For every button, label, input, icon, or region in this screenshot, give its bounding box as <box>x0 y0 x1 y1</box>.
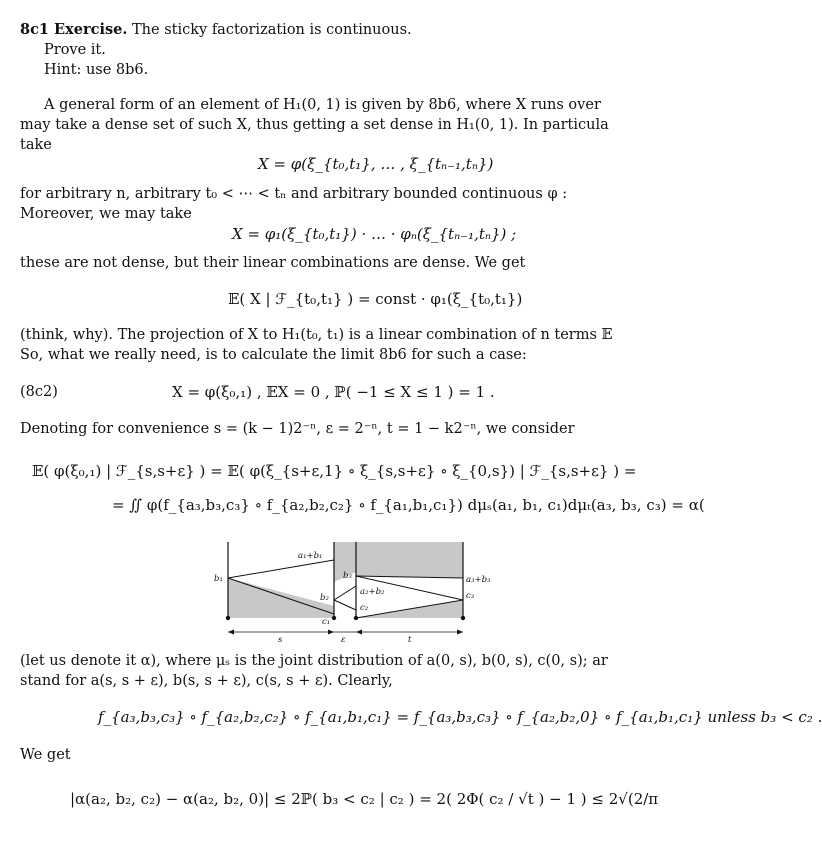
equation: X = φ(ξ₀,₁) , 𝔼X = 0 , ℙ( −1 ≤ X ≤ 1 ) = 1 . <box>172 383 495 401</box>
paragraph-line: stand for a(s, s + ε), b(s, s + ε), c(s, s + ε). Clearly, <box>20 673 393 689</box>
figure-point <box>226 616 230 620</box>
equation: 𝔼( X | ℱ_{t₀,t₁} ) = const · φ₁(ξ_{t₀,t₁}) <box>228 290 523 308</box>
paragraph-line: may take a dense set of such X, thus getting a set dense in H₁(0, 1). In particula <box>20 117 609 133</box>
figure-line-b1-top <box>228 560 334 578</box>
paragraph-line: these are not dense, but their linear combinations are dense. We get <box>20 255 526 271</box>
exercise-prove: Prove it. <box>44 42 106 58</box>
equation: X = φ₁(ξ_{t₀,t₁}) · … · φₙ(ξ_{tₙ₋₁,tₙ}) ; <box>232 225 517 243</box>
figure-label-c3: c₃ <box>466 591 475 601</box>
figure-point <box>332 616 336 620</box>
equation: X = φ(ξ_{t₀,t₁}, … , ξ_{tₙ₋₁,tₙ}) <box>258 155 494 173</box>
figure-line-b2-c1 <box>334 600 356 610</box>
figure-label-s: s <box>278 635 283 645</box>
paragraph-line: (let us denote it α), where μₛ is the joint distribution of a(0, s), b(0, s), c(0, s); ar <box>20 653 608 669</box>
figure-label-a1b1: a₁+b₁ <box>298 551 323 561</box>
figure-label-t: t <box>408 635 412 645</box>
equation: |α(a₂, b₂, c₂) − α(a₂, b₂, 0)| ≤ 2ℙ( b₃ < c₂ | c₂ ) = 2( 2Φ( c₂ / √t ) − 1 ) ≤ 2√(2/π <box>70 790 659 808</box>
equation: 𝔼( φ(ξ₀,₁) | ℱ_{s,s+ε} ) = 𝔼( φ(ξ_{s+ε,1} ∘ ξ_{s,s+ε} ∘ ξ_{0,s}) | ℱ_{s,s+ε} ) = <box>32 462 637 480</box>
figure-arrowhead <box>457 630 463 635</box>
figure-arrowhead <box>356 630 362 635</box>
equation: f_{a₃,b₃,c₃} ∘ f_{a₂,b₂,c₂} ∘ f_{a₁,b₁,c₁} = f_{a₃,b₃,c₃} ∘ f_{a₂,b₂,0} ∘ f_{a₁,b₁,c₁} unless b₃ < c₂ . <box>98 708 822 726</box>
figure-region-right <box>356 542 463 578</box>
figure-label-b2: b₂ <box>320 593 329 603</box>
figure-line-b2-up <box>334 586 356 600</box>
paragraph-line: A general form of an element of H₁(0, 1) is given by 8b6, where X runs over <box>44 97 601 113</box>
figure-label-b1: b₁ <box>214 574 223 584</box>
figure-label-a2b2: a₂+b₂ <box>360 587 385 597</box>
paragraph-line: for arbitrary n, arbitrary t₀ < ⋯ < tₙ and arbitrary bounded continuous φ : <box>20 186 568 202</box>
exercise-statement: The sticky factorization is continuous. <box>132 22 412 38</box>
figure-label-c1: c₁ <box>322 617 331 627</box>
figure-label-eps: ε <box>341 635 346 645</box>
equation-number: (8c2) <box>20 384 58 400</box>
paragraph-line: So, what we really need, is to calculate the limit 8b6 for such a case: <box>20 347 527 363</box>
figure-point <box>461 616 465 620</box>
figure-arrowhead <box>328 630 334 635</box>
paragraph-line: take <box>20 137 52 153</box>
paragraph-line: Denoting for convenience s = (k − 1)2⁻ⁿ, ε = 2⁻ⁿ, t = 1 − k2⁻ⁿ, we consider <box>20 421 575 437</box>
equation: = ∬ φ(f_{a₃,b₃,c₃} ∘ f_{a₂,b₂,c₂} ∘ f_{a₁,b₁,c₁}) dμₛ(a₁, b₁, c₁)dμₜ(a₃, b₃, c₃) = α( <box>112 496 705 514</box>
factorization-figure <box>180 538 491 646</box>
exercise-hint: Hint: use 8b6. <box>44 62 149 78</box>
figure-arrowhead <box>228 630 234 635</box>
paragraph-line: Moreover, we may take <box>20 206 192 222</box>
figure-label-b3: b₃ <box>343 571 352 581</box>
paragraph-line: We get <box>20 747 71 763</box>
exercise-label: 8c1 Exercise. <box>20 21 128 38</box>
figure-label-a3b3: a₃+b₃ <box>466 575 491 585</box>
figure-label-c2: c₂ <box>360 603 369 613</box>
exercise-heading <box>20 21 412 39</box>
paragraph-line: (think, why). The projection of X to H₁(t₀, t₁) is a linear combination of n terms 𝔼 <box>20 327 613 343</box>
figure-point <box>354 616 358 620</box>
